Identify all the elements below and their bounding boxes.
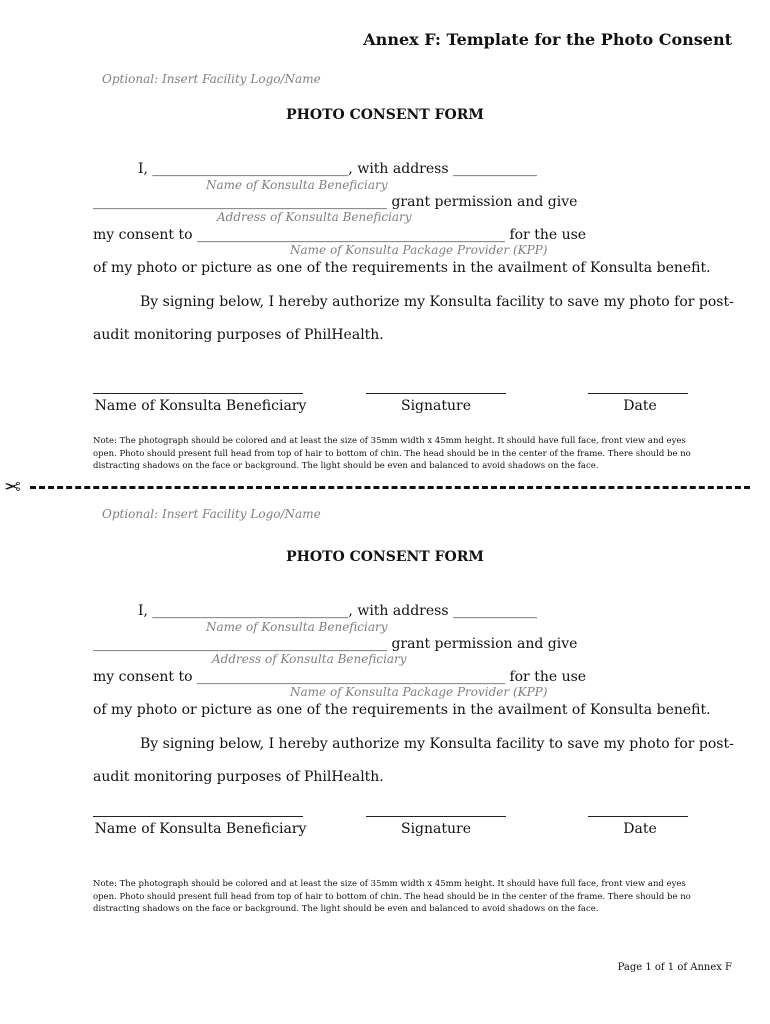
- facility-logo-placeholder: Optional: Insert Facility Logo/Name: [102, 507, 321, 521]
- photo-note: Note: The photograph should be colored and at least the size of 35mm width x 45mm height. It should have full face, front view and eyes open. Photo should present full head from top of hair to bottom of chin. The head should be in the center of the frame. There should be no distracting shadows on the face or background. The light should be even and balanced to avoid shadows on the face.: [93, 436, 691, 471]
- beneficiary-name-caption: Name of Konsulta Beneficiary: [206, 178, 388, 192]
- scissors-icon: ✂: [4, 474, 21, 498]
- kpp-name-line: my consent to ____________________________________________ for the use: [93, 227, 587, 243]
- kpp-name-line: my consent to ____________________________________________ for the use: [93, 669, 587, 685]
- beneficiary-address-caption: Address of Konsulta Beneficiary: [217, 210, 412, 224]
- sig-label-beneficiary: Name of Konsulta Beneficiary: [94, 398, 307, 414]
- beneficiary-name-line: I, ____________________________, with address ____________: [138, 603, 537, 619]
- beneficiary-name-line: I, ____________________________, with address ____________: [138, 161, 537, 177]
- sig-label-beneficiary: Name of Konsulta Beneficiary: [94, 821, 307, 837]
- beneficiary-signature-line: [93, 816, 303, 817]
- cut-line-divider: [30, 486, 750, 489]
- kpp-name-caption: Name of Konsulta Package Provider (KPP): [290, 243, 548, 257]
- beneficiary-signature-line: [93, 393, 303, 394]
- beneficiary-name-caption: Name of Konsulta Beneficiary: [206, 620, 388, 634]
- authorization-text: By signing below, I hereby authorize my Konsulta facility to save my photo for post-: [140, 294, 734, 310]
- beneficiary-address-line: __________________________________________ grant permission and give: [93, 636, 578, 652]
- consent-text: of my photo or picture as one of the requirements in the availment of Konsulta benefit.: [93, 260, 711, 276]
- form-title: PHOTO CONSENT FORM: [286, 107, 484, 123]
- photo-note: Note: The photograph should be colored and at least the size of 35mm width x 45mm height. It should have full face, front view and eyes open. Photo should present full head from top of hair to bottom of chin. The head should be in the center of the frame. There should be no distracting shadows on the face or background. The light should be even and balanced to avoid shadows on the face.: [93, 879, 691, 914]
- beneficiary-address-line: __________________________________________ grant permission and give: [93, 194, 578, 210]
- signature-line: [366, 393, 506, 394]
- page-footer: Page 1 of 1 of Annex F: [617, 962, 732, 973]
- facility-logo-placeholder: Optional: Insert Facility Logo/Name: [102, 72, 321, 86]
- consent-text: of my photo or picture as one of the requirements in the availment of Konsulta benefit.: [93, 702, 711, 718]
- authorization-text-cont: audit monitoring purposes of PhilHealth.: [93, 327, 384, 343]
- sig-label-signature: Signature: [400, 398, 471, 414]
- authorization-text: By signing below, I hereby authorize my Konsulta facility to save my photo for post-: [140, 736, 734, 752]
- form-title: PHOTO CONSENT FORM: [286, 549, 484, 565]
- beneficiary-address-caption: Address of Konsulta Beneficiary: [212, 652, 407, 666]
- authorization-text-cont: audit monitoring purposes of PhilHealth.: [93, 769, 384, 785]
- kpp-name-caption: Name of Konsulta Package Provider (KPP): [290, 685, 548, 699]
- signature-line: [366, 816, 506, 817]
- sig-label-date: Date: [623, 821, 657, 837]
- sig-label-date: Date: [623, 398, 657, 414]
- annex-title: Annex F: Template for the Photo Consent: [363, 30, 732, 49]
- date-line: [588, 816, 688, 817]
- date-line: [588, 393, 688, 394]
- sig-label-signature: Signature: [400, 821, 471, 837]
